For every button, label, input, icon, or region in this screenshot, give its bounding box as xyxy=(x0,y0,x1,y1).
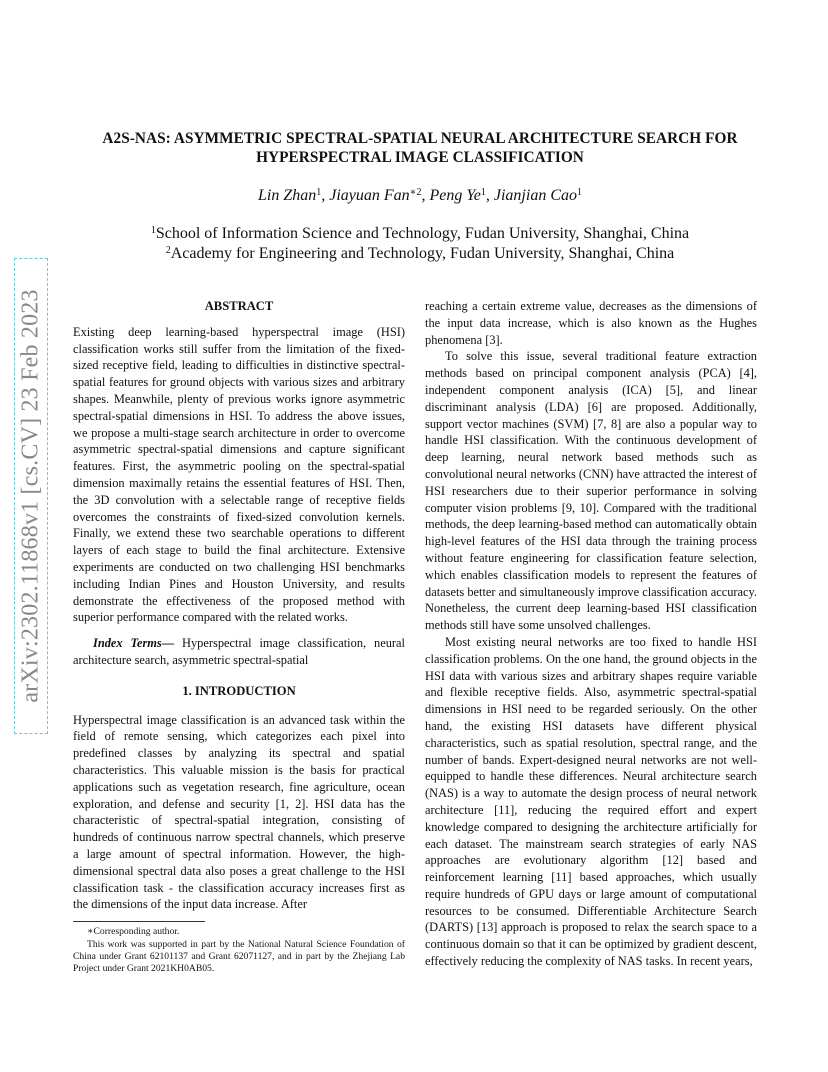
author-list: Lin Zhan$^1$, Jiayuan Fan$^{∗2}$, Peng Ye$^1$, Jianjian Cao$^1$ xyxy=(258,187,582,204)
arxiv-identifier-text: arXiv:2302.11868v1 [cs.CV] 23 Feb 2023 xyxy=(17,289,44,703)
right-column xyxy=(425,298,757,970)
footnote-funding: This work was supported in part by the National Natural Science Foundation of China under Grant 62101137 and Grant 62071127, and in part by the Zhejiang Lab Project under Grant 2021KH0AB05. xyxy=(73,938,405,975)
index-terms xyxy=(73,635,405,669)
abstract-heading: ABSTRACT xyxy=(204,299,274,313)
index-terms-label: Index Terms— xyxy=(93,636,175,651)
index-terms-text: Hyperspectral image classification, neural architecture search, asymmetric spectral-spatial xyxy=(73,636,405,667)
affiliation-2 xyxy=(60,244,780,264)
author-mark: 1 xyxy=(316,187,322,198)
author-mark: 1 xyxy=(576,187,582,198)
affiliation-text: Academy for Engineering and Technology, Fudan University, Shanghai, China xyxy=(170,245,675,262)
intro-paragraph-2: To solve this issue, several traditional feature extraction methods based on principal component analysis (PCA) [4], independent component analysis (ICA) [5], and linear discriminant analysis (LDA) [6] are proposed. Additionally, support vector machines (SVM) [7, 8] are also a popular way to handle HSI classification. With the continuous development of deep learning, neural network based methods such as convolutional neural networks (CNN) have attracted the interest of HSI researchers due to their superior performance in solving computer vision problems [9, 10]. Compared with the traditional methods, the deep learning-based method can automatically obtain high-level features of the HSI data through the training process without feature engineering for classification feature selection, which enables classification models to represent the features of datasets better and simultaneously improve classification accuracy. Nonetheless, the current deep learning-based HSI classification methods still have some unsolved challenges. xyxy=(425,349,757,633)
author-name: Lin Zhan xyxy=(258,187,317,204)
footnote-corresponding: ∗Corresponding author. xyxy=(87,926,180,938)
title-line-1: A2S-NAS: ASYMMETRIC SPECTRAL-SPATIAL NEURAL ARCHITECTURE SEARCH FOR xyxy=(102,130,738,147)
introduction-heading: 1. INTRODUCTION xyxy=(182,683,296,698)
intro-paragraph-continued: reaching a certain extreme value, decreases as the dimensions of the input data increase, which is also known as the Hughes phenomena [3]. xyxy=(425,299,757,347)
title-line-2: HYPERSPECTRAL IMAGE CLASSIFICATION xyxy=(256,149,584,166)
author-name: Jiayuan Fan xyxy=(329,187,410,204)
author-mark: ∗2 xyxy=(409,187,422,198)
footnote-rule xyxy=(73,921,205,922)
affiliation-mark: 2 xyxy=(165,245,171,256)
author-name: Peng Ye xyxy=(429,187,481,204)
affiliation-1 xyxy=(60,224,780,244)
arxiv-identifier-stamp xyxy=(14,258,48,734)
intro-paragraph-3: Most existing neural networks are too fixed to handle HSI classification problems. On the one hand, the ground objects in the HSI data with various sizes and arbitrary shapes require variable and flexible receptive fields. Also, asymmetric spectral-spatial dimensions in HSI need to be regarded seriously. On the other hand, the existing HSI datasets have different physical characteristics, such as spatial resolution, spectral range, and the number of bands. Expert-designed neural networks are not well-equipped to handle these differences. Neural architecture search (NAS) is a way to automate the design process of neural network architecture [11], reducing the required effort and expert knowledge compared to designing the architecture artificially for each dataset. The mainstream search strategies of early NAS approaches are evolutionary algorithm [12] based and reinforcement learning [11] based approaches, which usually require hundreds of GPU days or large amount of computational resources to be consumed. Differentiable Architecture Search (DARTS) [13] approach is proposed to relax the search space to a continuous domain so that it can be optimized by gradient descent, effectively reducing the complexity of NAS tasks. In recent years, xyxy=(425,634,757,969)
affiliation-text: School of Information Science and Technology, Fudan University, Shanghai, China xyxy=(155,225,690,242)
abstract-text: Existing deep learning-based hyperspectral image (HSI) classification works still suffer from the limitation of the fixed-sized receptive field, leading to difficulties in distinctive spectral-spatial features for ground objects with various sizes and arbitrary shapes. Meanwhile, plenty of previous works ignore asymmetric spectral-spatial dimensions in HSI. To address the above issues, we propose a multi-stage search architecture in order to overcome asymmetric spectral-spatial dimensions and capture significant features. First, the asymmetric pooling on the spectral-spatial dimension maximally retains the essential features of HSI. Then, the 3D convolution with a selectable range of receptive fields overcomes the constraints of fixed-sized convolution kernels. Finally, we extend these two searchable operations to different layers of each stage to build the final architecture. Extensive experiments are conducted on two challenging HSI benchmarks including Indian Pines and Houston University, and results demonstrate the effectiveness of the proposed method with superior performance compared with the related works. xyxy=(73,324,405,625)
affiliation-mark: 1 xyxy=(150,225,156,236)
paper-title xyxy=(70,129,770,167)
author-name: Jianjian Cao xyxy=(493,187,577,204)
left-column xyxy=(73,298,405,976)
affiliations xyxy=(60,224,780,264)
introduction-text: Hyperspectral image classification is an advanced task within the field of remote sensing, which categorizes each pixel into predefined classes by analyzing its spectral and spatial characteristics. This valuable mission is the basis for practical applications such as vegetation research, fine agriculture, ocean exploration, and defense and security [1, 2]. HSI data has the characteristic of spectral-spatial integration, consisting of hundreds of continuous narrow spectral channels, which preserve a large amount of spectral information. However, the high-dimensional spectral data also poses a great challenge to the HSI classification task - the classification accuracy increases first as the dimensions of the input data increase. After xyxy=(73,712,405,912)
author-mark: 1 xyxy=(480,187,486,198)
